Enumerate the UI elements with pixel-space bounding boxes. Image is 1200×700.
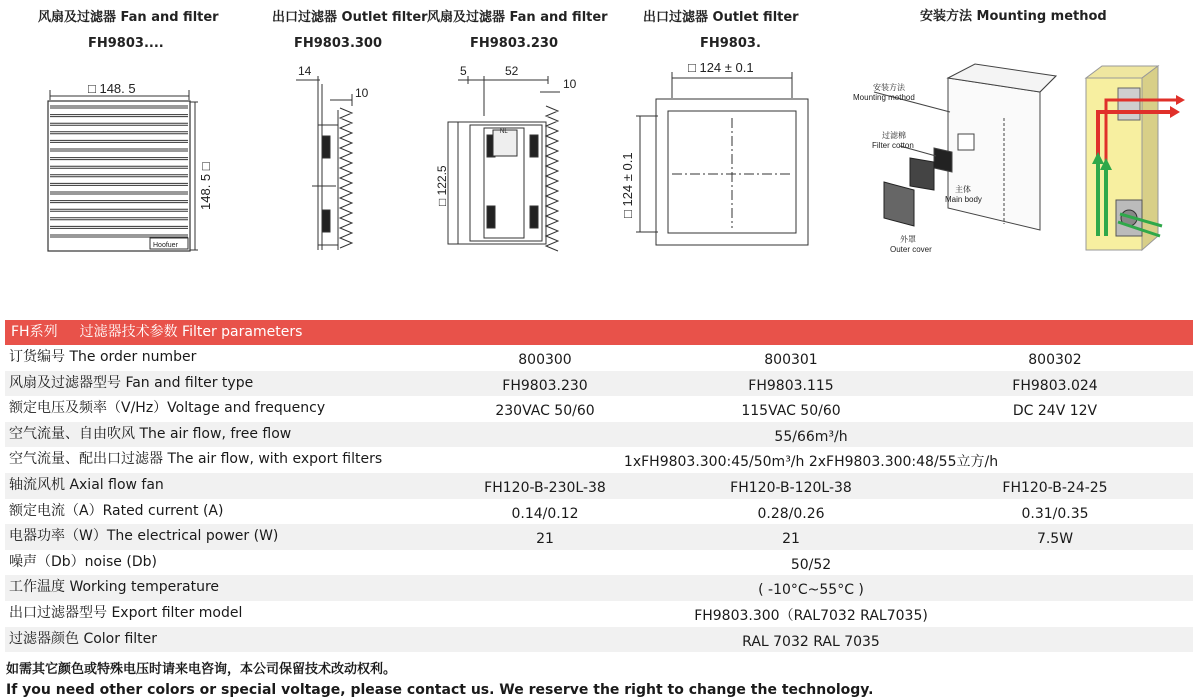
fig1-title: 风扇及过滤器 Fan and filter bbox=[38, 10, 219, 25]
row-value-c3: FH120-B-24-25 bbox=[1002, 479, 1108, 496]
fig5-cotton-en: Filter cotton bbox=[872, 141, 914, 150]
row-value-merged: 1xFH9803.300:45/50m³/h 2xFH9803.300:48/55立方/h bbox=[623, 454, 999, 471]
row-label: 噪声（Db）noise (Db) bbox=[9, 553, 157, 570]
header-series: FH系列 bbox=[11, 324, 58, 340]
row-value-c1: FH120-B-230L-38 bbox=[484, 479, 606, 496]
table-row bbox=[5, 345, 1193, 371]
fig2-dim-b: 10 bbox=[355, 86, 369, 100]
fig4-title: 出口过滤器 Outlet filter bbox=[643, 10, 799, 25]
drawings-canvas bbox=[0, 0, 1200, 320]
fig3-title: 风扇及过滤器 Fan and filter bbox=[427, 10, 608, 25]
fig3-dim-a: 5 bbox=[460, 64, 467, 78]
footnotes bbox=[6, 660, 873, 700]
table-body bbox=[5, 345, 1193, 652]
cabinet-airflow-illustration bbox=[1086, 66, 1185, 250]
row-label: 过滤器颜色 Color filter bbox=[9, 630, 158, 647]
fig5-body-en: Main body bbox=[945, 195, 982, 204]
note-chinese: 如需其它颜色或特殊电压时请来电咨询，本公司保留技术改动权利。 bbox=[6, 662, 397, 677]
fig5-body-cn: 主体 bbox=[955, 185, 971, 194]
fig4-model: FH9803. bbox=[700, 36, 761, 51]
row-label: 电器功率（W）The electrical power (W) bbox=[9, 528, 279, 545]
row-value-c2: FH120-B-120L-38 bbox=[730, 479, 852, 496]
row-value-c2: FH9803.115 bbox=[748, 377, 834, 394]
row-value-c3: DC 24V 12V bbox=[1012, 403, 1098, 420]
table-row bbox=[5, 396, 1193, 422]
row-value-c1: 800300 bbox=[518, 352, 572, 368]
fig2-model: FH9803.300 bbox=[294, 36, 383, 51]
table-row bbox=[5, 575, 1193, 601]
table-row bbox=[5, 627, 1193, 653]
table-row bbox=[5, 473, 1193, 499]
fig5-cotton-cn: 过滤棉 bbox=[882, 131, 906, 140]
row-label: 工作温度 Working temperature bbox=[9, 579, 219, 596]
row-value-c1: 0.14/0.12 bbox=[511, 505, 579, 522]
table-row bbox=[5, 601, 1193, 627]
row-value-c3: 7.5W bbox=[1036, 531, 1074, 548]
outlet-filter-side-view bbox=[296, 76, 352, 250]
fan-filter-side-view bbox=[448, 76, 560, 251]
row-label: 额定电压及频率（V/Hz）Voltage and frequency bbox=[9, 400, 326, 417]
row-label: 空气流量、自由吹风 The air flow, free flow bbox=[9, 425, 292, 442]
filter-parameters-table bbox=[5, 320, 1193, 652]
row-value-merged: 55/66m³/h bbox=[774, 428, 848, 445]
fig2-title: 出口过滤器 Outlet filter bbox=[272, 10, 428, 25]
table-header bbox=[5, 320, 1193, 345]
row-label: 订货编号 The order number bbox=[9, 349, 197, 365]
fan-front-view bbox=[48, 90, 198, 251]
table-row bbox=[5, 371, 1193, 397]
outlet-filter-front-view bbox=[636, 72, 808, 245]
row-label: 轴流风机 Axial flow fan bbox=[9, 476, 164, 493]
table-row bbox=[5, 447, 1193, 473]
row-value-c2: 21 bbox=[782, 531, 800, 548]
note-english: If you need other colors or special voltage, please contact us. We reserve the right to change the technology. bbox=[6, 682, 874, 698]
table-row bbox=[5, 524, 1193, 550]
row-label: 风扇及过滤器型号 Fan and filter type bbox=[9, 374, 254, 391]
fig5-title: 安装方法 Mounting method bbox=[920, 9, 1107, 24]
fig4-dim-height: □ 124 ± 0.1 bbox=[620, 152, 635, 218]
fig3-dim-height: □ 122.5 bbox=[435, 165, 449, 206]
row-label: 空气流量、配出口过滤器 The air flow, with export filters bbox=[9, 451, 383, 468]
table-row bbox=[5, 499, 1193, 525]
row-value-merged: RAL 7032 RAL 7035 bbox=[742, 633, 880, 650]
fig4-dim-width: □ 124 ± 0.1 bbox=[688, 60, 754, 75]
fig5-cover-cn: 外罩 bbox=[900, 235, 916, 244]
fig1-dim-width: □ 148. 5 bbox=[88, 81, 136, 96]
fig2-dim-a: 14 bbox=[298, 64, 312, 78]
row-value-c1: 230VAC 50/60 bbox=[495, 403, 595, 420]
row-value-merged: ( -10°C~55°C ) bbox=[758, 582, 864, 599]
row-value-c2: 0.28/0.26 bbox=[757, 505, 825, 522]
header-title: 过滤器技术参数 Filter parameters bbox=[79, 324, 303, 340]
fig3-model: FH9803.230 bbox=[470, 36, 559, 51]
technical-drawings bbox=[0, 0, 1200, 320]
row-value-c3: 0.31/0.35 bbox=[1021, 505, 1089, 522]
fig5-mount-en: Mounting method bbox=[853, 93, 915, 102]
fig5-cover-en: Outer cover bbox=[890, 245, 932, 254]
fig1-model: FH9803.... bbox=[88, 36, 164, 51]
row-label: 额定电流（A）Rated current (A) bbox=[9, 502, 224, 519]
table-row bbox=[5, 550, 1193, 576]
row-value-merged: 50/52 bbox=[790, 556, 832, 573]
row-value-c3: 800302 bbox=[1028, 352, 1082, 368]
fig3-dim-c: 10 bbox=[563, 77, 577, 91]
row-label: 出口过滤器型号 Export filter model bbox=[9, 604, 243, 621]
fig1-brand-label: Hoofuer bbox=[153, 242, 178, 249]
fig3-dim-b: 52 bbox=[505, 64, 519, 78]
fig1-dim-height: 148. 5 □ bbox=[198, 162, 213, 210]
row-value-c2: 800301 bbox=[764, 352, 818, 368]
row-value-c3: FH9803.024 bbox=[1012, 377, 1098, 394]
row-value-c1: 21 bbox=[536, 531, 554, 548]
fig5-mount-cn: 安装方法 bbox=[873, 83, 905, 92]
table-row bbox=[5, 422, 1193, 448]
row-value-c2: 115VAC 50/60 bbox=[741, 403, 841, 420]
fig3-fan-tag: NL bbox=[500, 129, 508, 135]
row-value-c1: FH9803.230 bbox=[502, 377, 588, 394]
row-value-merged: FH9803.300（RAL7032 RAL7035) bbox=[694, 607, 928, 624]
